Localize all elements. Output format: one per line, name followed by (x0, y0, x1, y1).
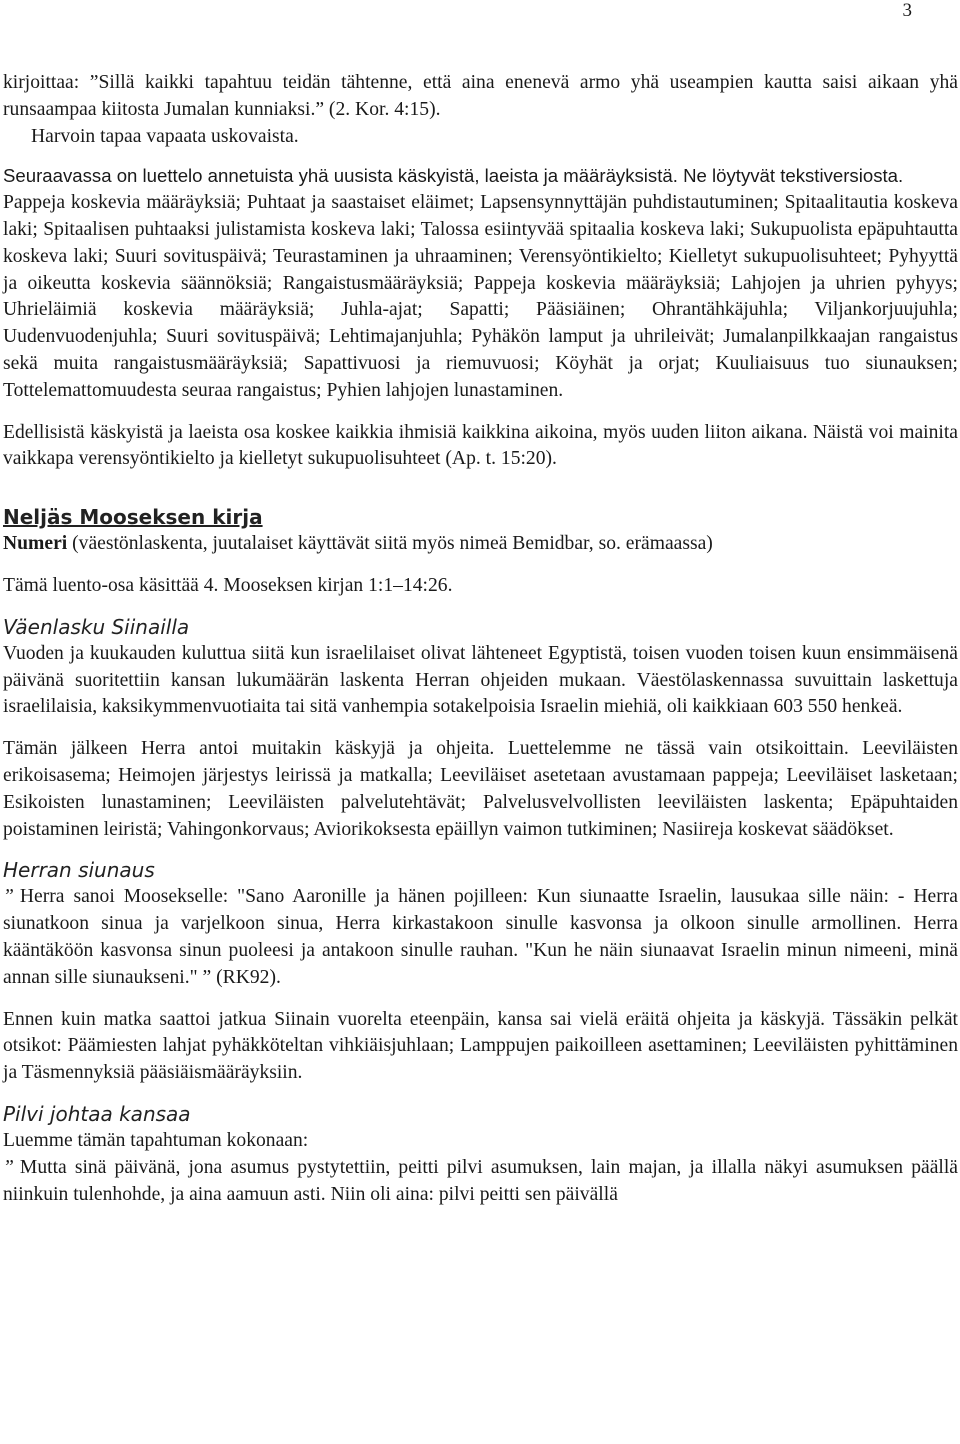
cloud-quote-text: Mutta sinä päivänä, jona asumus pystytettiin, peitti pilvi asumuksen, lain majan, ja illalla näkyi asumuksen päällä niinkuin tulenhohde, ja aina aamuun asti. Niin oli aina: pilvi peitti sen päivällä (3, 1156, 958, 1205)
heading-cloud: Pilvi johtaa kansaa (3, 1101, 191, 1126)
document-body (3, 70, 958, 1208)
quote-mark-icon: ” (3, 1156, 14, 1178)
section-subtitle-bold: Numeri (3, 533, 68, 555)
paragraph-list-intro: Seuraavassa on luettelo annetuista yhä uusista käskyistä, laeista ja määräyksistä. Ne löytyvät tekstiversiosta. (3, 165, 904, 187)
paragraph-cloud-quote (3, 1155, 958, 1209)
paragraph-further-commands: Tämän jälkeen Herra antoi muitakin käskyjä ja ohjeita. Luettelemme ne tässä vain otsikoittain. Leeviläisten erikoisasema; Heimojen järjestys leirissä ja matkalla; Leeviläiset asetetaan avustamaan pappeja; Leeviläiset lasketaan; Esikoisten lunastaminen; Leeviläisten palvelutehtävät; Palvelusvelvollisten leeviläisten laskenta; Epäpuhtaiden poistaminen leiristä; Vahingonkorvaus; Aviorikoksesta epäillyn vaimon tutkiminen; Nasiireja koskevat säädökset. (3, 738, 958, 840)
paragraph-blessing-quote (3, 884, 958, 991)
section-subtitle-rest: (väestönlaskenta, juutalaiset käyttävät siitä myös nimeä Bemidbar, so. erämaassa) (67, 533, 713, 555)
paragraph-quote-2cor: kirjoittaa: ”Sillä kaikki tapahtuu teidän tähtenne, että aina enenevä armo yhä useampien kautta saisi aikaan yhä runsaampaa kiitosta Jumalan kunniaksi.” (2. Kor. 4:15). (3, 72, 958, 120)
blessing-quote-text: Herra sanoi Moosekselle: "Sano Aaronille ja hänen pojilleen: Kun siunaatte Israelin, lausukaa sille näin: - Herra siunatkoon sinua ja varjelkoon sinua, Herra kirkastakoon sinulle kasvonsa ja olkoon sinulle armollinen. Herra kääntäköön kasvonsa sinun puoleesi ja antakoon sinulle rauhan. "Kun he näin siunaavat Israelin minun nimeeni, minä annan sille siunaukseni." ” (RK92). (3, 886, 958, 988)
paragraph-law-list: Pappeja koskevia määräyksiä; Puhtaat ja saastaiset eläimet; Lapsensynnyttäjän puhdistautuminen; Spitaalitautia koskeva laki; Spitaalisen puhtaaksi julistamista koskeva laki; Talossa esiintyvää spitaalia koskeva laki; Sukupuolista epäpuhtautta koskeva laki; Suuri sovituspäivä; Teurastaminen ja uhraaminen; Verensyöntikielto; Kielletyt sukupuolisuhteet; Pyhyyttä ja oikeutta koskevia säännöksiä; Rangaistusmääräyksiä; Pappeja koskevia määräyksiä; Lahjojen ja uhrien pyhyys; Uhrieläimiä koskevia määräyksiä; Juhla-ajat; Sapatti; Pääsiäinen; Ohrantähkäjuhla; Viljankorjuujuhla; Uudenvuodenjuhla; Suuri sovituspäivä; Lehtimajanjuhla; Pyhäkön lamput ja uhrileivät; Jumalanpilkkaajan rangaistus sekä muita rangaistusmääräyksiä; Sapattivuosi ja riemuvuosi; Köyhät ja orjat; Kuuliaisuus tuo siunauksen; Tottelemattomuudesta seuraa rangaistus; Pyhien lahjojen lunastaminen. (3, 192, 958, 401)
section-subtitle (3, 531, 958, 558)
paragraph-laws-apply: Edellisistä käskyistä ja laeista osa koskee kaikkia ihmisiä kaikkina aikoina, myös uuden liiton aikana. Näistä voi mainita vaikkapa verensyöntikielto ja kielletyt sukupuolisuhteet (Ap. t. 15:20). (3, 421, 958, 470)
page-number: 3 (902, 0, 912, 21)
paragraph-free-believer: Harvoin tapaa vapaata uskovaista. (31, 125, 299, 147)
paragraph-before-journey: Ennen kuin matka saattoi jatkua Siinain vuorelta eteenpäin, kansa sai vielä eräitä ohjeita ja käskyjä. Tässäkin pelkät otsikot: Päämiesten lahjat pyhäkköteltan vihkiäisjuhlaan; Lamppujen paikoilleen asettaminen; Leeviläisten pyhittäminen ja Täsmennyksiä pääsiäismääräyksiin. (3, 1008, 958, 1084)
section-title-numbers: Neljäs Mooseksen kirja (3, 505, 263, 530)
quote-mark-icon: ” (3, 886, 14, 908)
section-scope: Tämä luento-osa käsittää 4. Mooseksen kirjan 1:1–14:26. (3, 574, 453, 596)
heading-blessing: Herran siunaus (3, 858, 155, 883)
paragraph-census: Vuoden ja kuukauden kuluttua siitä kun israelilaiset olivat lähteneet Egyptistä, toisen vuoden toisen kuun ensimmäisenä päivänä suoritettiin kansan lukumäärän laskenta Herran ohjeiden mukaan. Väestölaskennassa suvuittain laskettuja israelilaisia, kaksikymmenvuotiaita tai sitä vanhempia sotakelpoisia Israelin miehiä, oli kaikkiaan 603 550 henkeä. (3, 642, 958, 718)
paragraph-cloud-intro: Luemme tämän tapahtuman kokonaan: (3, 1129, 309, 1151)
heading-census: Väenlasku Siinailla (3, 614, 190, 639)
